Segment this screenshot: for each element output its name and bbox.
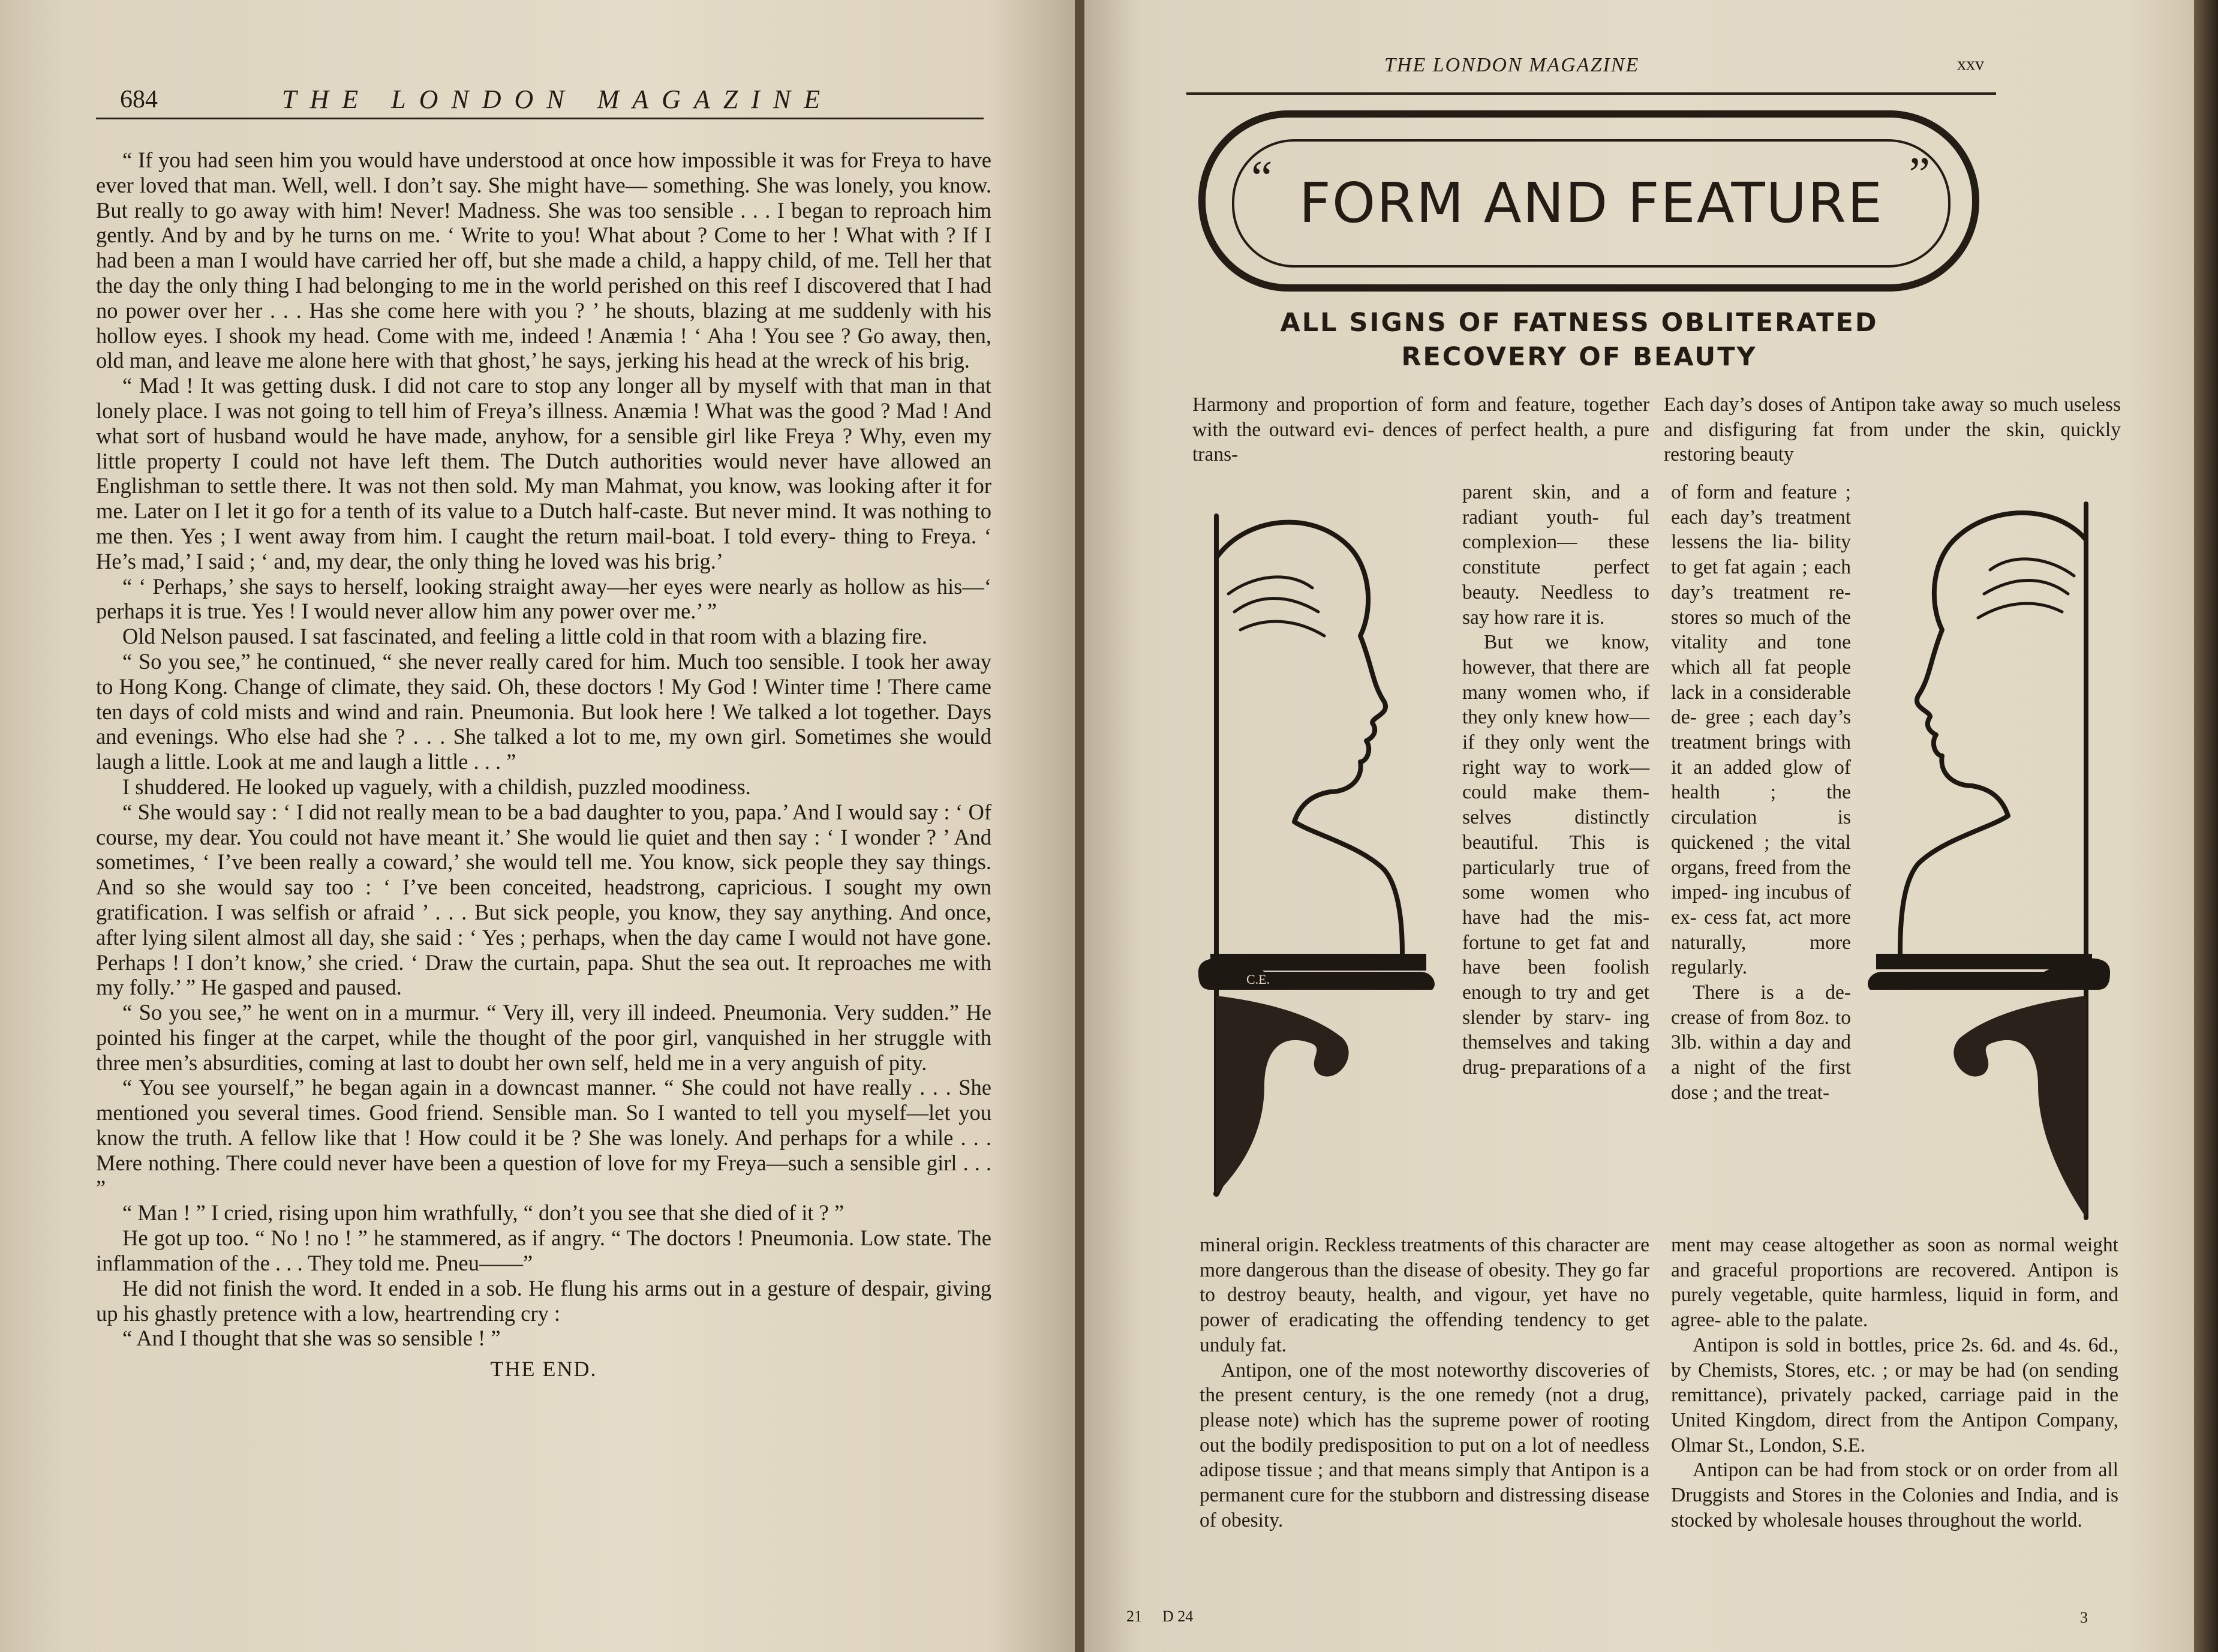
- left-bust-illustration: [1192, 510, 1456, 1218]
- ad-headline: [1216, 306, 1942, 374]
- left-column-bottom: [1200, 1233, 1649, 1533]
- story-paragraph: “ If you had seen him you would have understood at once how impossible it was for Freya to have ever loved that man. Well, well. I don’t say. She might have— something. She was lonely, you know. But really to go away with him! Never! Madness. She was too sensible . . . I began to reproach him gently. And by and by he turns on me. ‘ Write to you! What about ? Come to her ! What with ? If I had been a man I would have carried her off, but she made a child, a happy child, of me. Tell her that the day the only thing I had belonging to me in the world perished on this reef I discovered that I had no power over her . . . Has she come here with you ? ’ he shouts, blazing at me suddenly with his hollow eyes. I shook my head. Come with me, indeed ! Anæmia ! ‘ Aha ! You see ? Go away, then, old man, and leave me alone here with that ghost,’ he says, jerking his head at the wreck of his brig.: [96, 148, 991, 373]
- footer-signature-left: 21: [1126, 1608, 1142, 1625]
- open-quote-mark: “: [1251, 152, 1273, 205]
- close-quote-mark: ”: [1909, 148, 1930, 201]
- right-column-bottom-text-2: Antipon is sold in bottles, price 2s. 6d. and 4s. 6d., by Chemists, Stores, etc. ; or may be had (on sending remittance), privately packed, carriage paid in the United Kingdom, direct from the Antipon Company, Olmar St., London, S.E.: [1671, 1333, 2118, 1456]
- story-paragraph: Old Nelson paused. I sat fascinated, and feeling a little cold in that room with a blazing fire.: [122, 624, 927, 649]
- story-paragraph: “ Man ! ” I cried, rising upon him wrathfully, “ don’t you see that she died of it ? ”: [122, 1200, 844, 1226]
- story-paragraph: He did not finish the word. It ended in a sob. He flung his arms out in a gesture of despair, giving up his ghastly pretence with a low, heartrending cry :: [96, 1275, 991, 1326]
- headline-line-1: ALL SIGNS OF FATNESS OBLITERATED: [1280, 308, 1879, 338]
- running-title: THE LONDON MAGAZINE: [282, 85, 834, 114]
- right-column-top: [1664, 392, 2121, 467]
- running-title: THE LONDON MAGAZINE: [1384, 54, 1640, 76]
- left-column-narrow-text: parent skin, and a radiant youth- ful complexion— these constitute perfect beauty. Needless to say how rare it is.: [1462, 481, 1649, 629]
- story-text: [96, 148, 991, 1382]
- left-column-bottom-text: mineral origin. Reckless treatments of this character are more dangerous than the disease of obesity. They go far to destroy beauty, health, and vigour, yet have no power of eradicating the offending tendency to get unduly fat.: [1200, 1234, 1649, 1356]
- book-gutter: [1075, 0, 1084, 1652]
- right-column-bottom-text: ment may cease altogether as soon as normal weight and graceful proportions are recovered. Antipon is purely vegetable, quite harmless, liquid in form, and agree- able to the palate.: [1671, 1234, 2118, 1332]
- page-numeral: xxv: [1957, 54, 1984, 74]
- story-paragraph: “ So you see,” he went on in a murmur. “ Very ill, very ill indeed. Pneumonia. Very sudden.” He pointed his finger at the carpet, while the thought of the poor girl, vanquished in her struggle with three men’s absurdities, coming at last to doubt her own self, held me in a very anguish of pity.: [96, 1000, 991, 1075]
- bust-monogram: C.E.: [1246, 972, 1270, 987]
- story-paragraph: He got up too. “ No ! no ! ” he stammered, as if angry. “ The doctors ! Pneumonia. Low state. The inflammation of the . . . They told me. Pneu——”: [96, 1226, 991, 1276]
- banner-title: FORM AND FEATURE: [1299, 171, 1884, 235]
- right-page: [1084, 0, 2194, 1652]
- book-edge: [2194, 0, 2218, 1652]
- story-paragraph: “ And I thought that she was so sensible ! ”: [122, 1326, 501, 1351]
- the-end: THE END.: [490, 1357, 597, 1381]
- story-paragraph: “ So you see,” he continued, “ she never really cared for him. Much too sensible. I took her away to Hong Kong. Change of climate, they said. Oh, these doctors ! My God ! Winter time ! There came ten days of cold mists and wind and rain. Pneumonia. But look here ! We talked a lot together. Days and evenings. Who else had she ? . . . She talked a lot to me, my own girl. Sometimes she would laugh a little. Look at me and laugh a little . . . ”: [96, 648, 991, 774]
- left-page-header: [96, 82, 984, 119]
- left-column-narrow: [1462, 480, 1649, 1080]
- right-column-narrow-text: of form and feature ; each day’s treatment lessens the lia- bility to get fat again ; each day’s treatment re- stores so much of the vitality and tone which all fat people lack in a considerable de- gree ; each day’s treatment brings with it an added glow of health ; the circulation is quickened ; the vital organs, freed from the imped- ing incubus of ex- cess fat, act more naturally, more regularly.: [1671, 481, 1851, 979]
- story-paragraph: “ You see yourself,” he began again in a downcast manner. “ She could not have really . . . She mentioned you several times. Good friend. Sensible man. So I wanted to tell you myself—let you know the truth. A fellow like that ! How could it be ? She was lonely. And perhaps for a while . . . Mere nothing. There could never have been a question of love for my Freya—such a sensible girl . . . ”: [96, 1075, 991, 1200]
- headline-line-2: RECOVERY OF BEAUTY: [1401, 342, 1757, 372]
- page-number: 684: [120, 86, 158, 113]
- left-column-narrow-text-2: But we know, however, that there are many women who, if they only knew how—if they only went the right way to work— could make them- selves distinctly beautiful. This is particularly true of some women who have had the mis- fortune to get fat and have been foolish enough to try and get slender by starv- ing themselves and taking drug- preparations of a: [1462, 631, 1649, 1079]
- left-column-top-text: Harmony and proportion of form and feature, together with the outward evi- dences of perfect health, a pure trans-: [1192, 394, 1649, 466]
- left-column-top: [1192, 392, 1649, 467]
- right-bust-illustration: [1840, 498, 2116, 1224]
- footer-signature-right: 3: [2080, 1609, 2088, 1626]
- right-column-bottom-text-3: Antipon can be had from stock or on order from all Druggists and Stores in the Colonies and India, and is stocked by wholesale houses throughout the world.: [1671, 1459, 2118, 1531]
- story-paragraph: “ Mad ! It was getting dusk. I did not care to stop any longer all by myself with that man in that lonely place. I was not going to tell him of Freya’s illness. Anæmia ! What was the good ? Mad ! And what sort of husband would he have made, anyhow, for a sensible girl like Freya ? Why, even my little property I could not have left them. The Dutch authorities would never have allowed an Englishman to settle there. It was not then sold. My man Mahmat, you know, was looking after it for me. Later on I let it go for a tenth of its value to a Dutch half-caste. But never mind. It was nothing to me then. Yes ; I went away from him. I caught the return mail-boat. I told every- thing to Freya. ‘ He’s mad,’ I said ; ‘ and, my dear, the only thing he loved was his brig.’: [96, 373, 991, 573]
- right-column-bottom: [1671, 1233, 2118, 1533]
- left-column-bottom-text-2: Antipon, one of the most noteworthy discoveries of the present century, is the one remedy (not a drug, please note) which has the supreme power of rooting out the bodily predisposition to put on a lot of needless adipose tissue ; and that means simply that Antipon is a permanent cure for the stubborn and distressing disease of obesity.: [1200, 1359, 1649, 1531]
- right-column-narrow-text-2: There is a de- crease of from 8oz. to 3lb. within a day and a night of the first dose ; and the treat-: [1671, 981, 1851, 1104]
- title-banner-inner: [1232, 139, 1950, 268]
- story-paragraph: “ ‘ Perhaps,’ she says to herself, looking straight away—her eyes were nearly as hollow as his—‘ perhaps it is true. Yes ! I would never allow him any power over me.’ ”: [96, 573, 991, 624]
- left-page: [0, 0, 1075, 1652]
- right-page-header: [1186, 53, 1996, 95]
- footer-signature-mid: D 24: [1162, 1608, 1194, 1625]
- title-banner: [1198, 110, 1979, 292]
- right-column-top-text: Each day’s doses of Antipon take away so much useless and disfiguring fat from under the skin, quickly restoring beauty: [1664, 394, 2121, 466]
- story-paragraph: I shuddered. He looked up vaguely, with a childish, puzzled moodiness.: [122, 774, 751, 799]
- story-paragraph: “ She would say : ‘ I did not really mean to be a bad daughter to you, papa.’ And I would say : ‘ Of course, my dear. You could not have meant it.’ She would lie quiet and then say : ‘ I wonder ? ’ And sometimes, ‘ I’ve been really a coward,’ she would tell me. You know, sick people they say things. And so she would say too : ‘ I’ve been conceited, headstrong, capricious. I sought my own gratification. I was selfish or afraid ’ . . . But sick people, you know, they say anything. And once, after lying silent almost all day, she said : ‘ Yes ; perhaps, when the day came I would not have gone. Perhaps ! I don’t know,’ she cried. ‘ Draw the curtain, papa. Shut the sea out. It reproaches me with my folly.’ ” He gasped and paused.: [96, 799, 991, 1000]
- right-column-narrow: [1671, 480, 1851, 1106]
